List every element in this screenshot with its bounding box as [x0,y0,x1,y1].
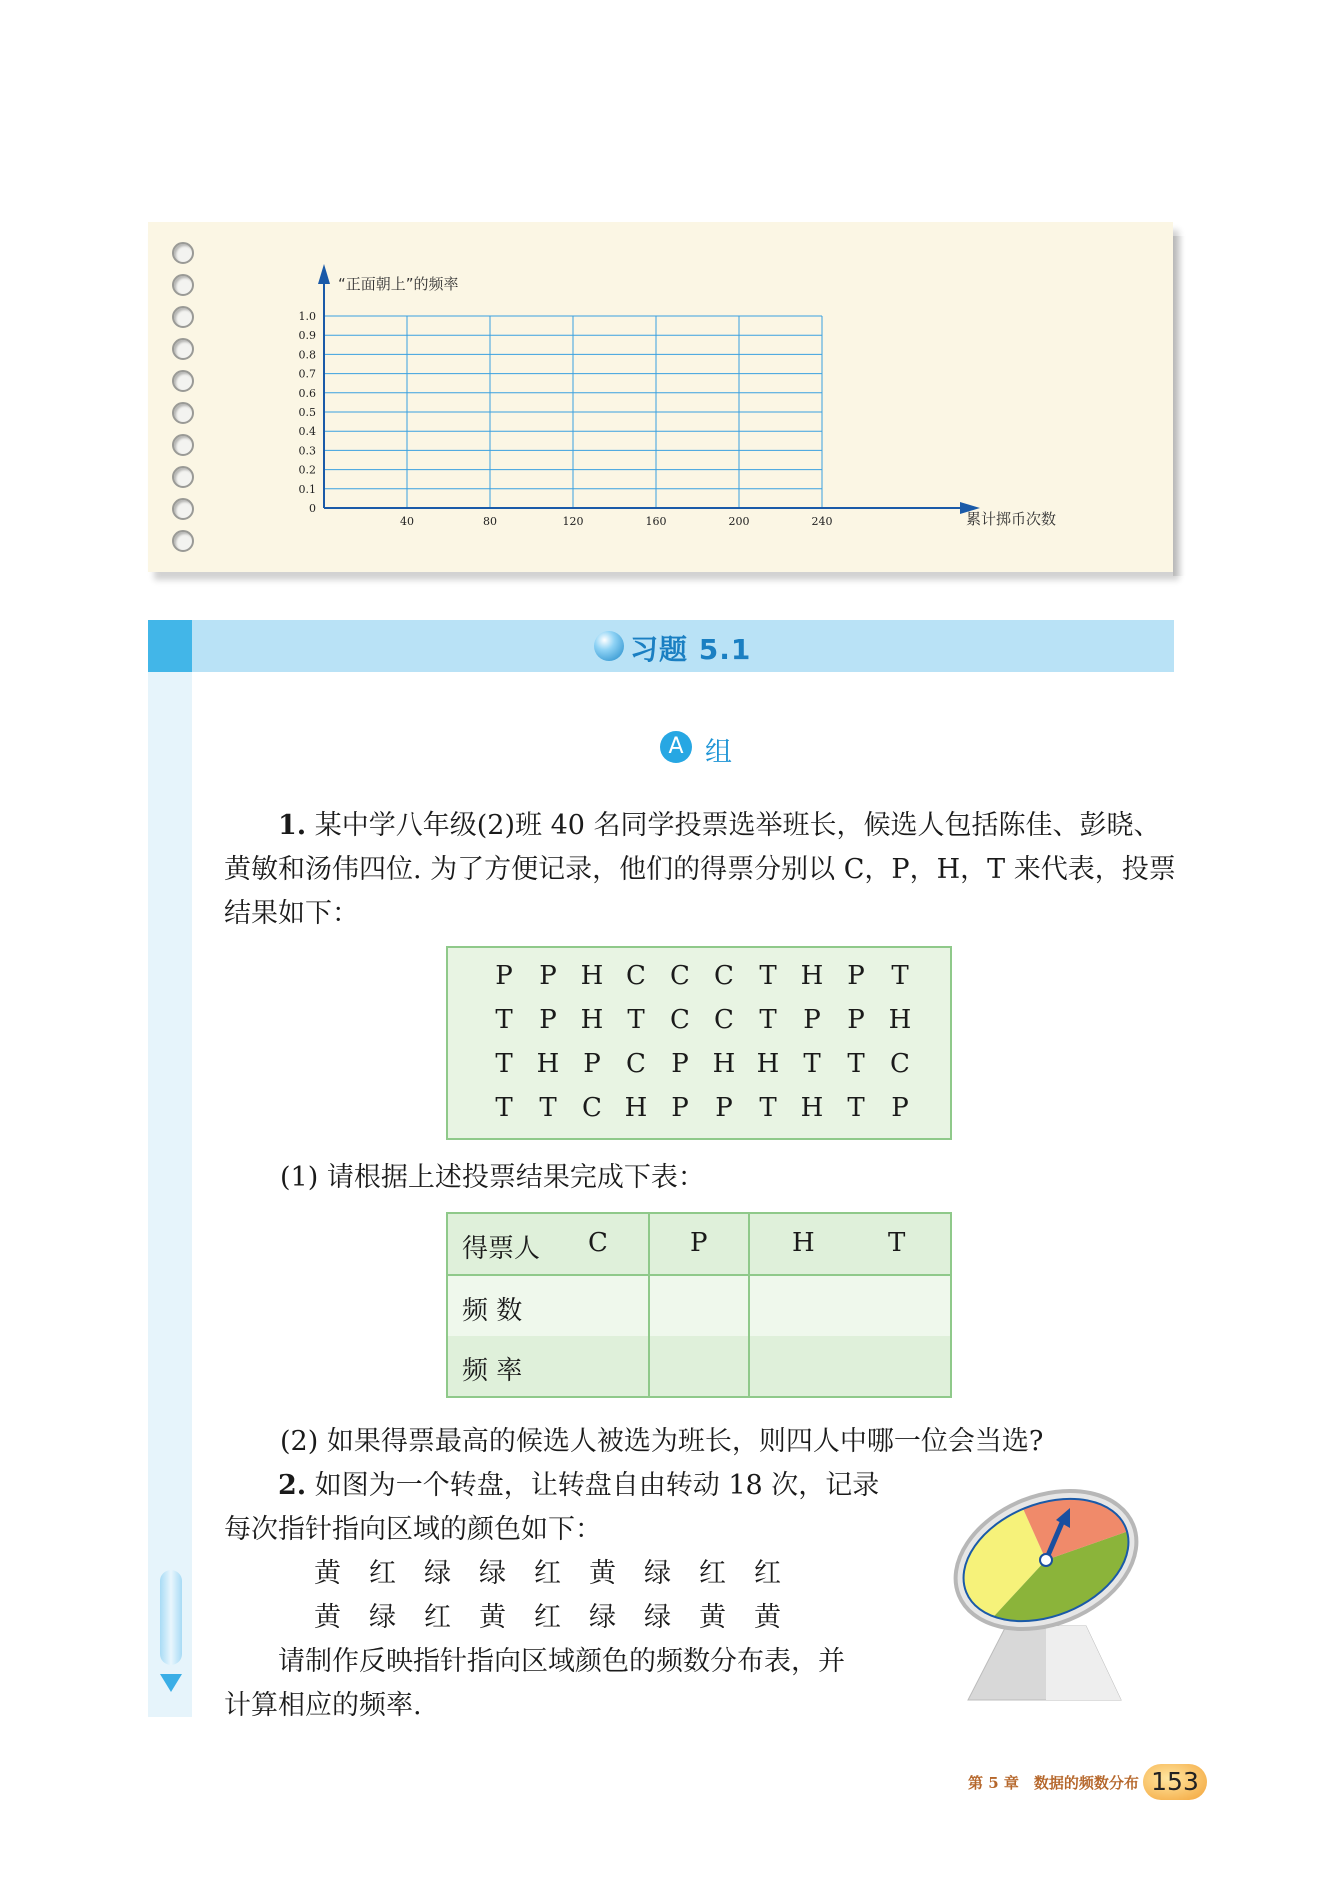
vote-row [448,1042,950,1086]
exercise-title: 习题 5.1 [630,633,752,666]
table-header-row [448,1214,950,1274]
color-entry: 绿 [424,1558,451,1589]
vote-letter: T [847,1049,865,1079]
color-entry: 红 [754,1558,781,1589]
color-entry: 绿 [644,1558,671,1589]
x-tick-label: 120 [562,515,584,528]
vote-letter: T [891,961,909,991]
y-tick-label: 1.0 [298,310,316,323]
y-tick-label: 0.4 [298,425,316,439]
color-entry: 绿 [369,1602,396,1633]
vote-row [448,954,950,998]
vote-letter: H [756,1049,780,1079]
chart-axes [318,264,980,514]
q2-text1: 如图为一个转盘，让转盘自由转动 18 次，记录 [306,1470,880,1501]
group-label: 组 [705,737,732,768]
y-tick-label: 0.2 [298,463,316,477]
vote-letter: C [714,1005,734,1035]
q2-line3: 请制作反映指针指向区域颜色的频数分布表，并 [278,1646,845,1677]
globe-icon [594,631,624,661]
y-axis-arrow [318,264,330,284]
vote-letter: C [582,1093,602,1123]
vote-letter: T [495,1049,513,1079]
row-label-frequency-count: 频 数 [462,1296,523,1326]
notebook-panel [148,222,1173,572]
vote-letter: H [580,961,604,991]
vote-letter: P [495,961,513,991]
q2-line1 [278,1464,879,1508]
vote-letter: P [539,961,557,991]
vote-letter: T [539,1093,557,1123]
q1-line2: 黄敏和汤伟四位. 为了方便记录，他们的得票分别以 C，P，H，T 来代表，投票 [224,854,1176,885]
q2-line2: 每次指针指向区域的颜色如下： [224,1514,602,1545]
header-cell: H [792,1228,815,1258]
table-divider [648,1214,650,1396]
q2-number: 2. [278,1470,307,1501]
y-tick-label: 0.7 [298,367,316,381]
y-tick-label: 0 [309,502,316,515]
y-tick-label: 0.5 [298,406,316,419]
y-tick-label: 0.6 [298,386,316,400]
vote-letter: P [583,1049,601,1079]
vote-letter: T [847,1093,865,1123]
vote-letter: T [759,1005,777,1035]
vote-letter: T [759,1093,777,1123]
vote-results-box [446,946,952,1140]
color-entry: 黄 [314,1558,341,1589]
notebook-shadow [1173,236,1185,576]
vote-letter: P [803,1005,821,1035]
y-tick-label: 0.9 [298,329,316,343]
frequency-table [446,1212,952,1398]
vote-letter: C [626,1049,646,1079]
page-number: 153 [1151,1767,1199,1796]
y-tick-label: 0.1 [298,482,316,496]
color-entry: 红 [424,1602,451,1633]
color-entry: 红 [369,1558,396,1589]
color-entry: 黄 [699,1602,726,1633]
vote-letter: P [671,1049,689,1079]
vote-letter: H [888,1005,912,1035]
color-row-2 [314,1596,834,1640]
vote-letter: H [800,1093,824,1123]
color-row-1 [314,1552,834,1596]
vote-letter: P [539,1005,557,1035]
x-tick-label: 40 [400,515,414,528]
q1-line1 [278,804,1161,848]
q1-sub1: (1) 请根据上述投票结果完成下表： [280,1162,705,1193]
color-entry: 红 [534,1558,561,1589]
color-entry: 绿 [644,1602,671,1633]
x-axis-label: 累计掷币次数 [966,510,1057,528]
vote-letter: P [671,1093,689,1123]
header-cell: T [888,1228,906,1258]
vote-letter: P [891,1093,909,1123]
group-letter-badge: A [660,731,692,763]
chapter-footer: 第 5 章 数据的频数分布 [968,1774,1139,1792]
vote-letter: H [536,1049,560,1079]
vote-letter: C [626,961,646,991]
vote-letter: T [495,1005,513,1035]
q1-sub2: (2) 如果得票最高的候选人被选为班长，则四人中哪一位会当选? [280,1426,1044,1457]
vote-letter: T [627,1005,645,1035]
color-entry: 黄 [314,1602,341,1633]
vote-letter: P [715,1093,733,1123]
color-entry: 绿 [589,1602,616,1633]
vote-letter: C [714,961,734,991]
color-entry: 黄 [479,1602,506,1633]
color-entry: 黄 [589,1558,616,1589]
vote-letter: T [803,1049,821,1079]
vote-row [448,1086,950,1130]
color-entry: 红 [699,1558,726,1589]
exercise-banner-marker [148,620,192,672]
color-entry: 红 [534,1602,561,1633]
q1-number: 1. [278,810,307,841]
table-row [448,1274,950,1336]
y-tick-label: 0.8 [298,348,316,362]
chart-grid [324,316,822,508]
left-margin-strip [148,672,192,1717]
chart-ticks [299,310,833,528]
header-cell: C [588,1228,608,1258]
color-entry: 绿 [479,1558,506,1589]
x-tick-label: 240 [811,515,833,528]
row-label-frequency-rate: 频 率 [462,1356,523,1386]
color-entry: 黄 [754,1602,781,1633]
table-row [448,1336,950,1396]
scrollbar-thumb[interactable] [160,1570,182,1665]
x-tick-label: 160 [645,515,667,528]
vote-letter: P [847,1005,865,1035]
frequency-chart [148,222,1173,572]
vote-letter: C [670,1005,690,1035]
spinner-illustration [946,1478,1146,1708]
vote-letter: H [800,961,824,991]
spinner-stand-light [1046,1626,1121,1700]
header-cell: P [690,1228,708,1258]
vote-letter: H [580,1005,604,1035]
q1-text1: 某中学八年级(2)班 40 名同学投票选举班长，候选人包括陈佳、彭晓、 [306,810,1161,841]
vote-letter: T [759,961,777,991]
vote-letter: C [670,961,690,991]
vote-letter: C [890,1049,910,1079]
q2-line4: 计算相应的频率. [224,1690,422,1721]
y-axis-label: “正面朝上”的频率 [338,275,459,293]
scroll-down-arrow-icon[interactable] [160,1674,182,1692]
vote-letter: P [847,961,865,991]
table-divider [748,1214,750,1396]
q1-line3: 结果如下： [224,898,359,929]
vote-letter: H [624,1093,648,1123]
x-tick-label: 200 [728,515,750,528]
spinner-hub [1040,1554,1052,1566]
header-cell: 得票人 [462,1234,541,1264]
vote-letter: T [495,1093,513,1123]
vote-row [448,998,950,1042]
x-tick-label: 80 [483,515,497,528]
y-tick-label: 0.3 [298,444,316,458]
vote-letter: H [712,1049,736,1079]
